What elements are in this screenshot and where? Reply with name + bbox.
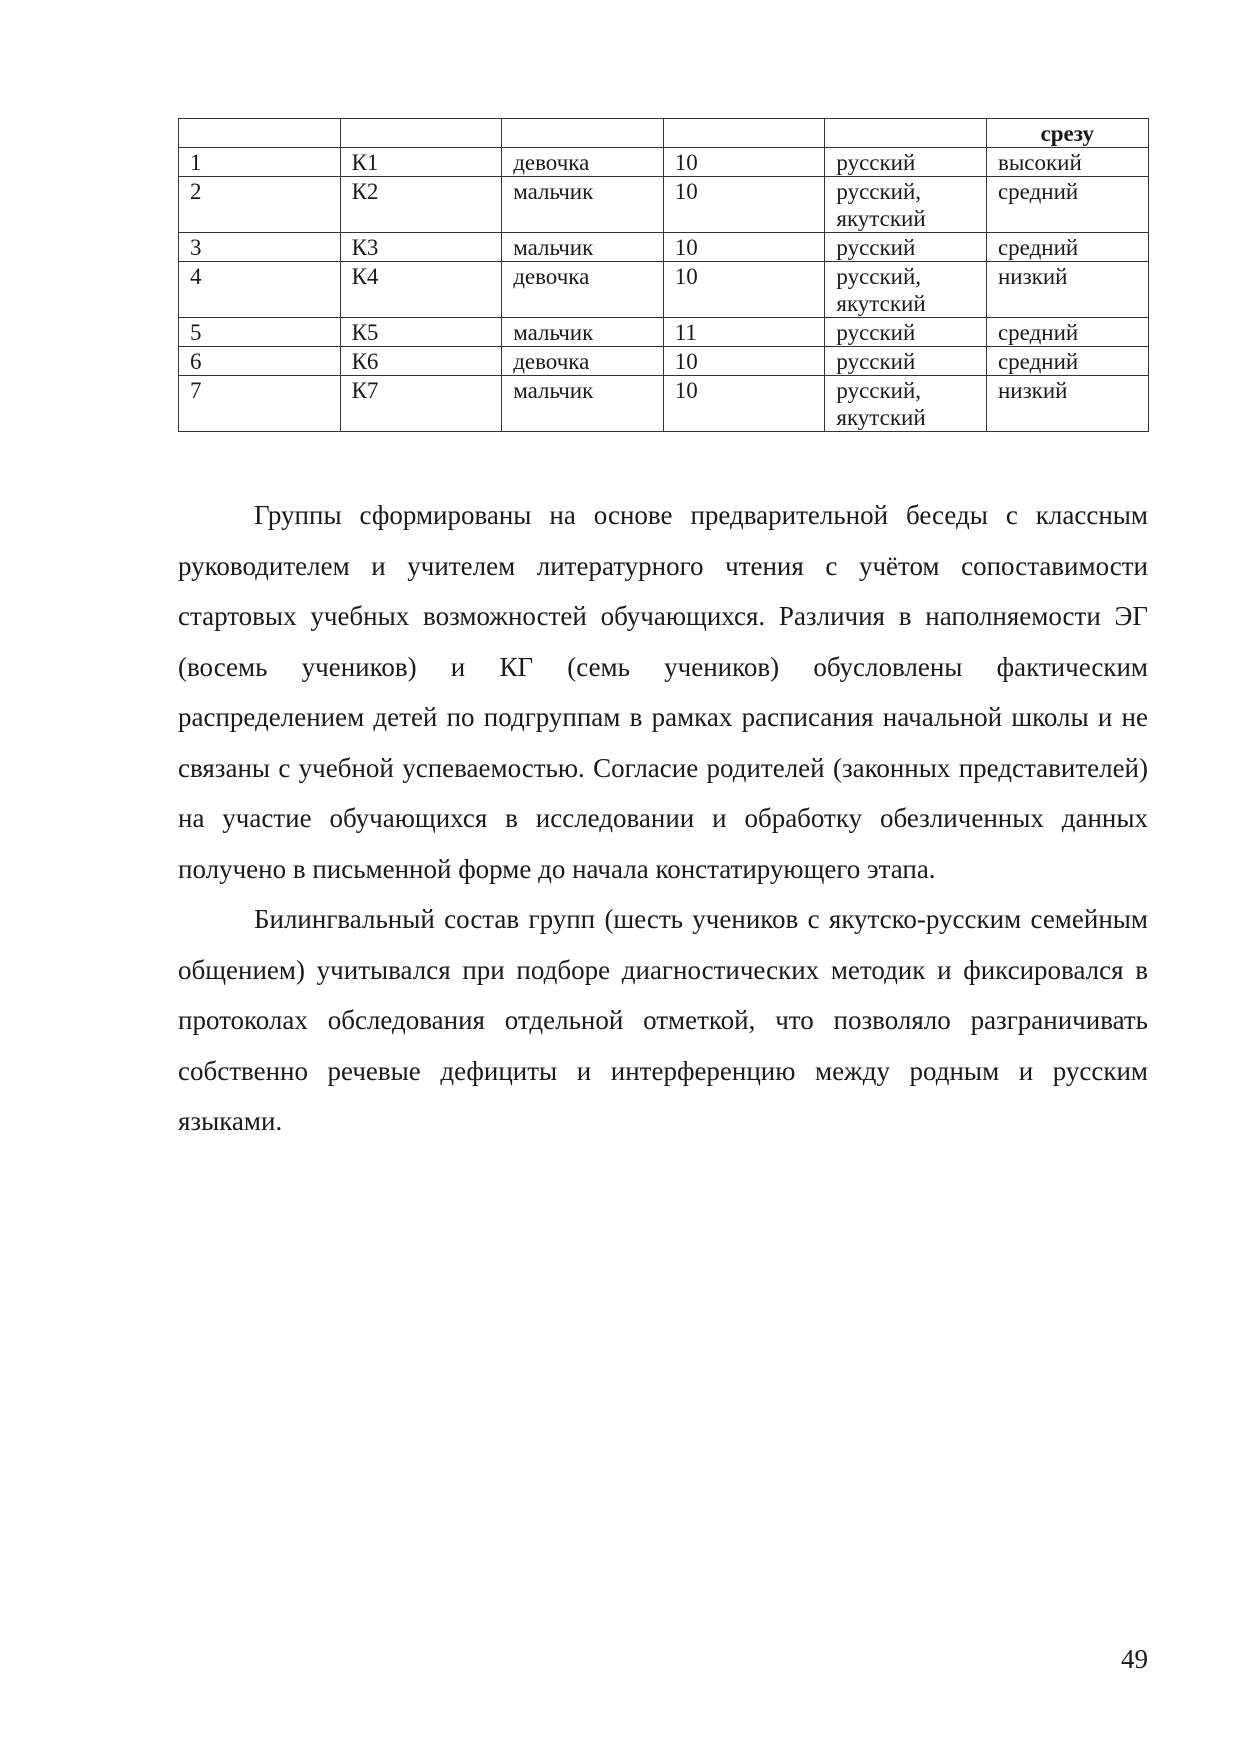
table-cell-gender: мальчик [502, 376, 664, 432]
table-cell-gender: мальчик [502, 177, 664, 233]
paragraph: Группы сформированы на основе предварительной беседы с классным руководителем и учителем литературного чтения с учётом сопоставимости стартовых учебных возможностей обучающихся. Различия в наполняемости ЭГ (восемь учеников) и КГ (семь учеников) обусловлены фактическим распределением детей по подгруппам в рамках расписания начальной школы и не связаны с учебной успеваемостью. Согласие родителей (законных представителей) на участие обучающихся в исследовании и обработку обезличенных данных получено в письменной форме до начала констатирующего этапа. [178, 500, 1148, 884]
table-cell-number: 5 [179, 318, 341, 347]
table-cell-code: К3 [340, 233, 502, 262]
table-cell [663, 119, 825, 148]
table-cell-gender: девочка [502, 148, 664, 177]
table-cell-number: 4 [179, 262, 341, 318]
table-cell-age: 10 [663, 376, 825, 432]
table-cell-gender: мальчик [502, 233, 664, 262]
table-cell-age: 10 [663, 233, 825, 262]
table-row [179, 262, 1149, 318]
table-cell [825, 119, 987, 148]
table-row [179, 347, 1149, 376]
table-cell-level: низкий [986, 262, 1148, 318]
table-cell-level: средний [986, 177, 1148, 233]
table-cell-level: средний [986, 318, 1148, 347]
table-cell-language: русский [825, 233, 987, 262]
table-cell-level: средний [986, 233, 1148, 262]
table-cell-code: К4 [340, 262, 502, 318]
table-cell-level: низкий [986, 376, 1148, 432]
table-cell-age: 10 [663, 347, 825, 376]
table-cell-gender: мальчик [502, 318, 664, 347]
table-cell [179, 119, 341, 148]
table-row [179, 376, 1149, 432]
table-cell-level: средний [986, 347, 1148, 376]
table-cell-number: 1 [179, 148, 341, 177]
table-cell-code: К2 [340, 177, 502, 233]
table-row [179, 148, 1149, 177]
paragraph: Билингвальный состав групп (шесть учеников с якутско-русским семейным общением) учитывался при подборе диагностических методик и фиксировался в протоколах обследования отдельной отметкой, что позволяло разграничивать собственно речевые дефициты и интерференцию между родным и русским языками. [178, 904, 1148, 1136]
table-cell-gender: девочка [502, 262, 664, 318]
table-cell-language: русский, якутский [825, 376, 987, 432]
table-row [179, 177, 1149, 233]
table-cell [502, 119, 664, 148]
table-cell-age: 11 [663, 318, 825, 347]
table-cell-number: 6 [179, 347, 341, 376]
table-cell-level: высокий [986, 148, 1148, 177]
table-cell-code: К5 [340, 318, 502, 347]
table-cell-language: русский [825, 148, 987, 177]
page-number: 49 [1121, 1644, 1148, 1674]
table-cell-gender: девочка [502, 347, 664, 376]
table-row [179, 233, 1149, 262]
table-header-cell-level: срезу [986, 119, 1148, 148]
table-cell-code: К1 [340, 148, 502, 177]
table-cell-number: 3 [179, 233, 341, 262]
table-cell-language: русский, якутский [825, 177, 987, 233]
table-cell [340, 119, 502, 148]
table-cell-age: 10 [663, 177, 825, 233]
table-cell-number: 2 [179, 177, 341, 233]
body-text [178, 490, 1148, 1147]
table-cell-language: русский [825, 347, 987, 376]
table-cell-language: русский [825, 318, 987, 347]
students-table [178, 118, 1149, 432]
table-header-row [179, 119, 1149, 148]
table-cell-language: русский, якутский [825, 262, 987, 318]
table-cell-code: К7 [340, 376, 502, 432]
table-cell-code: К6 [340, 347, 502, 376]
table-row [179, 318, 1149, 347]
table-cell-number: 7 [179, 376, 341, 432]
table-cell-age: 10 [663, 262, 825, 318]
table-cell-age: 10 [663, 148, 825, 177]
